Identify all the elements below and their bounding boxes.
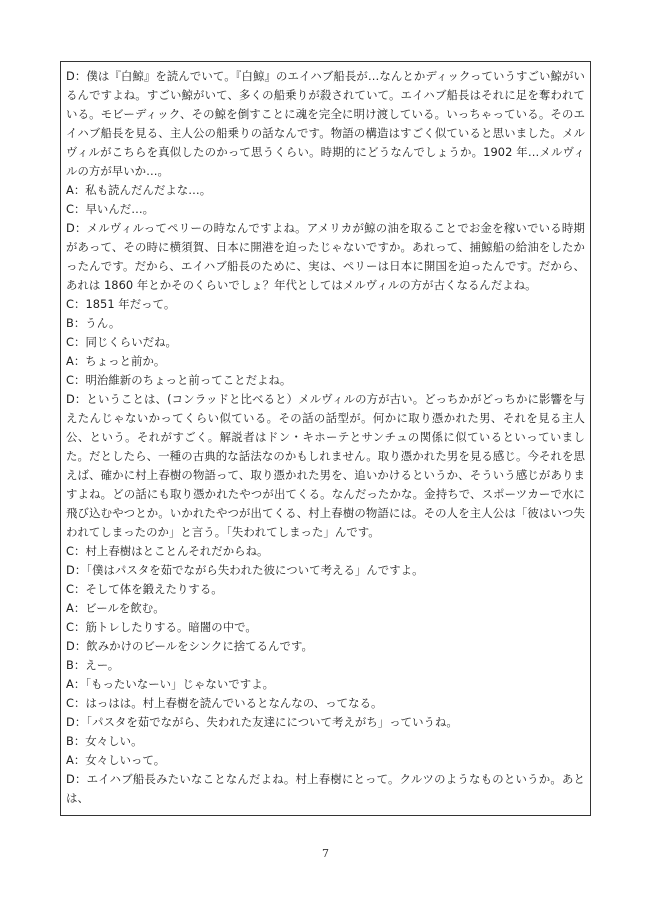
transcript-paragraph: D：僕は『白鯨』を読んでいて。『白鯨』のエイハブ船長が…なんとかディックっていうすごい鯨がいるんですよね。すごい鯨がいて、多くの船乗りが殺されていて。エイハブ船長はそれに足を奪われている。モビーディック、その鯨を倒すことに魂を完全に明け渡している。いっちゃっている。そのエイハブ船長を見る、主人公の船乗りの話なんです。物語の構造はすごく似ていると思いました。メルヴィルがこちらを真似したのかって思うくらい。時期的にどうなんでしょうか。1902 年…メルヴィルの方が早いか…。 bbox=[66, 69, 585, 178]
transcript-paragraph: C：そして体を鍛えたりする。 bbox=[66, 582, 223, 596]
transcript-paragraph: C：村上春樹はとことんそれだからね。 bbox=[66, 544, 269, 558]
transcript-paragraph: D：メルヴィルってペリーの時なんですよね。アメリカが鯨の油を取ることでお金を稼いでいる時期があって、その時に横須賀、日本に開港を迫ったじゃないですか。あれって、捕鯨船の給油をしたかったんです。だから、エイハブ船長のために、実は、ペリーは日本に開国を迫ったんです。だから、あれは 1860 年とかそのくらいでしょ？年代としてはメルヴィルの方が古くなるんだよね。 bbox=[66, 221, 585, 292]
transcript-paragraph: C：1851 年だって。 bbox=[66, 297, 176, 311]
transcript-frame bbox=[60, 61, 591, 816]
transcript-paragraph: A：ちょっと前か。 bbox=[66, 354, 166, 368]
transcript-paragraph: A：女々しいって。 bbox=[66, 753, 166, 767]
transcript-paragraph: A：私も読んだんだよな…。 bbox=[66, 183, 212, 197]
transcript-paragraph: D：「僕はパスタを茹でながら失われた彼について考える」んですよ。 bbox=[66, 563, 424, 577]
transcript-body bbox=[66, 67, 585, 808]
transcript-paragraph: D：飲みかけのビールをシンクに捨てるんです。 bbox=[66, 639, 313, 653]
transcript-paragraph: B：うん。 bbox=[66, 316, 121, 330]
transcript-paragraph: C：明治維新のちょっと前ってことだよね。 bbox=[66, 373, 292, 387]
transcript-paragraph: C：同じくらいだね。 bbox=[66, 335, 177, 349]
page-number: 7 bbox=[322, 847, 329, 860]
transcript-paragraph: C：筋トレしたりする。暗闇の中で。 bbox=[66, 620, 257, 634]
transcript-paragraph: C：はっはは。村上春樹を読んでいるとなんなの、ってなる。 bbox=[66, 696, 383, 710]
transcript-paragraph: D：エイハブ船長みたいなことなんだよね。村上春樹にとって。クルツのようなものというか。あとは、 bbox=[66, 772, 585, 805]
transcript-paragraph: A：ビールを飲む。 bbox=[66, 601, 165, 615]
transcript-paragraph: D：「パスタを茹でながら、失われた友達にについて考えがち」っていうね。 bbox=[66, 715, 458, 729]
transcript-paragraph: A：「もったいなーい」じゃないですよ。 bbox=[66, 677, 275, 691]
transcript-paragraph: C：早いんだ…。 bbox=[66, 202, 155, 216]
transcript-paragraph: B：えー。 bbox=[66, 658, 120, 672]
transcript-paragraph: B：女々しい。 bbox=[66, 734, 143, 748]
transcript-paragraph: D：ということは、(コンラッドと比べると）メルヴィルの方が古い。どっちかがどっちかに影響を与えたんじゃないかってくらい似ている。その話の話型が。何かに取り憑かれた男、それを見る主人公、という。それがすごく。解説者はドン・キホーテとサンチュの関係に似ているといっていました。だとしたら、一種の古典的な話法なのかもしれません。取り憑かれた男を見る感じ。今それを思えば、確かに村上春樹の物語って、取り憑かれた男を、追いかけるというか、そういう感じがありますよね。どの話にも取り憑かれたやつが出てくる。なんだったかな。金持ちで、スポーツカーで水に飛び込むやつとか。いかれたやつが出てくる、村上春樹の物語には。その人を主人公は「彼はいつ失われてしまったのか」と言う。「失われてしまった」んです。 bbox=[66, 392, 585, 539]
